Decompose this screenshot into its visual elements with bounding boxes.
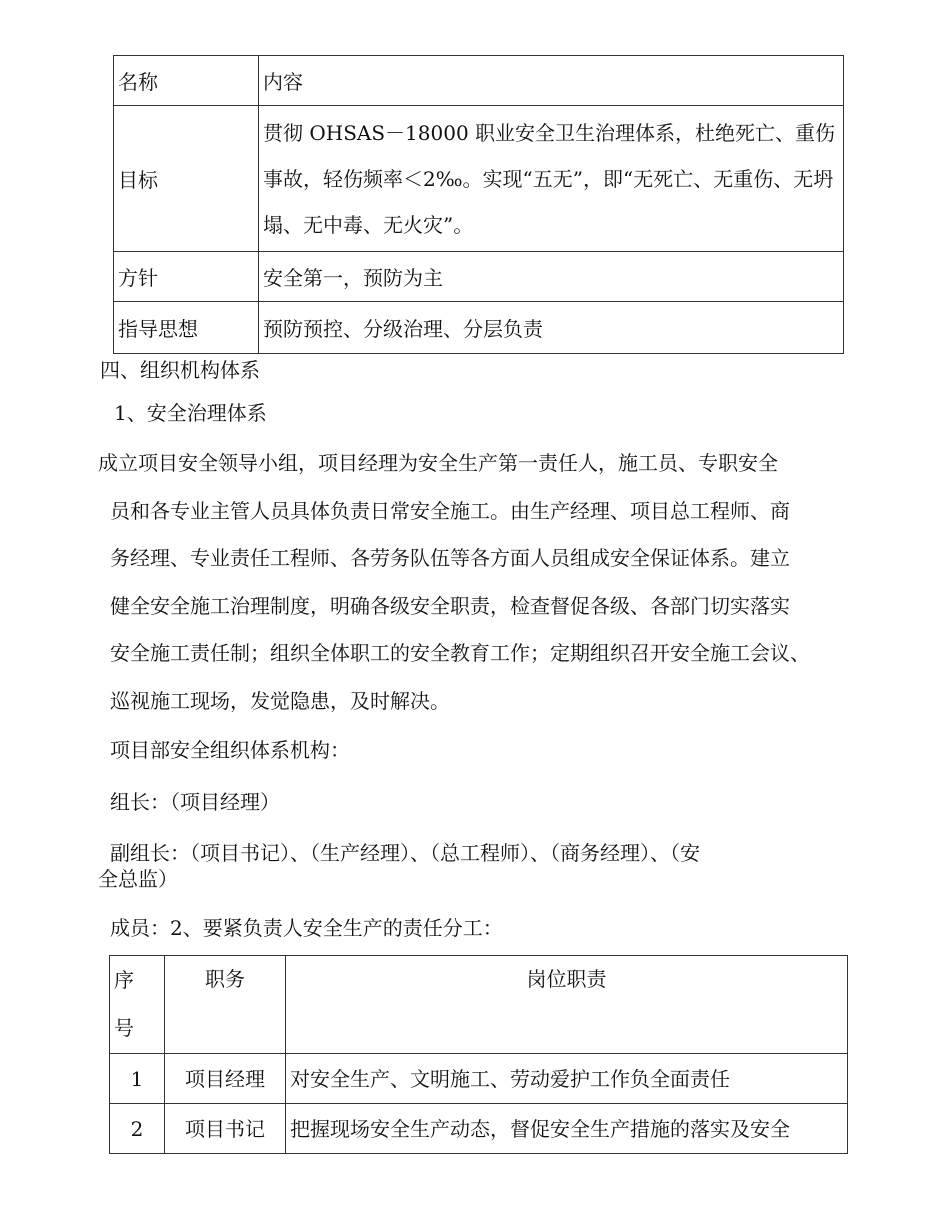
leader-line: 组长：（项目经理） (110, 790, 280, 814)
header-position-cell: 职务 (165, 956, 286, 1054)
section-heading: 四、组织机构体系 (100, 358, 260, 382)
paragraph-line: 健全安全施工治理制度，明确各级安全职责，检查督促各级、各部门切实落实 (110, 593, 790, 618)
header-content-cell: 内容 (259, 56, 844, 106)
table-header-row (114, 56, 844, 106)
table-row (110, 1104, 848, 1154)
table-row (114, 302, 844, 354)
table-header-row (110, 956, 848, 1054)
row-position-cell: 项目经理 (165, 1054, 286, 1104)
row-name-cell: 方针 (114, 252, 259, 302)
header-no-line1: 序 (114, 968, 134, 992)
body-paragraph (98, 440, 878, 725)
row-no-cell: 2 (110, 1104, 165, 1154)
row-content-cell: 预防预控、分级治理、分层负责 (259, 302, 844, 354)
subsection-heading: 1、安全治理体系 (114, 401, 267, 425)
row-content-cell: 安全第一，预防为主 (259, 252, 844, 302)
row-name-cell: 目标 (114, 106, 259, 252)
deputy-line-continued: 全总监） (98, 867, 178, 891)
paragraph-line: 务经理、专业责任工程师、各劳务队伍等各方面人员组成安全保证体系。建立 (110, 546, 790, 570)
responsibility-table (109, 955, 848, 1154)
paragraph-line: 巡视施工现场，发觉隐患，及时解决。 (110, 688, 450, 713)
table-row (114, 252, 844, 302)
deputy-line: 副组长：（项目书记）、（生产经理）、（总工程师）、（商务经理）、（安 (110, 841, 700, 865)
row-duty-cell: 对安全生产、文明施工、劳动爱护工作负全面责任 (286, 1054, 848, 1104)
header-no-line2: 号 (114, 1016, 134, 1040)
paragraph-line: 员和各专业主管人员具体负责日常安全施工。由生产经理、项目总工程师、商 (110, 498, 790, 523)
table-row (114, 106, 844, 252)
members-line: 成员：2、要紧负责人安全生产的责任分工： (110, 916, 503, 940)
org-intro: 项目部安全组织体系机构： (110, 738, 350, 762)
goals-table (113, 55, 844, 354)
header-name-cell: 名称 (114, 56, 259, 106)
table-row (110, 1054, 848, 1104)
header-duty-cell: 岗位职责 (286, 956, 848, 1054)
row-duty-cell: 把握现场安全生产动态，督促安全生产措施的落实及安全 (286, 1104, 848, 1154)
paragraph-line: 成立项目安全领导小组，项目经理为安全生产第一责任人，施工员、专职安全 (98, 451, 778, 475)
header-no-cell (110, 956, 165, 1054)
row-no-cell: 1 (110, 1054, 165, 1104)
row-position-cell: 项目书记 (165, 1104, 286, 1154)
row-content-cell: 贯彻 OHSAS－18000 职业安全卫生治理体系，杜绝死亡、重伤事故，轻伤频率＜2‰。实现“五无”，即“无死亡、无重伤、无坍塌、无中毒、无火灾”。 (259, 106, 844, 252)
row-name-cell: 指导思想 (114, 302, 259, 354)
paragraph-line: 安全施工责任制；组织全体职工的安全教育工作；定期组织召开安全施工会议、 (110, 641, 810, 665)
